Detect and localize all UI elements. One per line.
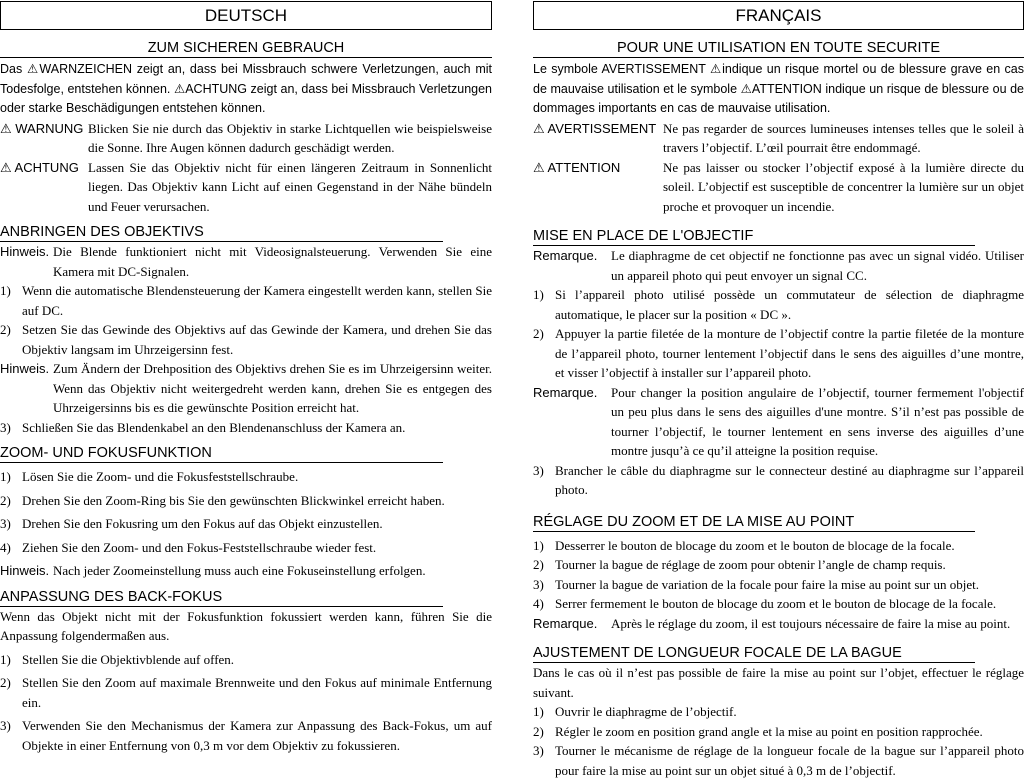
step-text: Régler le zoom en position grand angle et la mise au point en position rapprochée. — [555, 723, 983, 739]
warning-row-de — [0, 119, 492, 158]
list-item — [0, 491, 492, 511]
list-item — [533, 702, 1024, 722]
safety-intro-de: Das ⚠WARNZEICHEN zeigt an, dass bei Missbrauch schwere Verletzungen, auch mit Todesfolge, entstehen können. ⚠ACHTUNG zeigt an, dass bei Missbrauch Verletzungen oder starke Beschädigungen entstehen können. — [0, 62, 492, 115]
list-item — [0, 538, 492, 558]
step-text: Verwenden Sie den Mechanismus der Kamera zur Anpassung des Back-Fokus, um auf Objekte in einer Entfernung von 0,3 m vor dem Objektiv zu fokussieren. — [22, 718, 492, 753]
warning-text-fr: Ne pas regarder de sources lumineuses intenses telles que le soleil à travers l’objectif. L’œil pourrait être endommagé. — [663, 120, 1024, 155]
section-title-zoom-de: ZOOM- UND FOKUSFUNKTION — [0, 445, 443, 463]
note-row-de — [0, 242, 492, 281]
note-text-fr: Après le réglage du zoom, il est toujours nécessaire de faire la mise au point. — [611, 615, 1011, 631]
note-row-de — [0, 561, 492, 581]
caution-row-de — [0, 158, 492, 217]
step-text: Serrer fermement le bouton de blocage du zoom et le bouton de blocage de la focale. — [555, 596, 997, 611]
step-text: Ziehen Sie den Zoom- und den Fokus-Feststellschraube wieder fest. — [22, 539, 377, 555]
section-title-zoom-fr: RÉGLAGE DU ZOOM ET DE LA MISE AU POINT — [533, 514, 975, 532]
note-label-de: Hinweis. — [0, 563, 50, 578]
step-number: 2) — [533, 723, 544, 739]
list-item — [533, 536, 1024, 556]
step-number: 1) — [533, 704, 544, 719]
step-number: 2) — [0, 675, 11, 690]
list-item — [533, 594, 1024, 614]
list-item — [0, 514, 492, 534]
note-row-fr — [533, 383, 1024, 461]
step-number: 4) — [0, 539, 11, 555]
backfocus-intro-fr: Dans le cas où il n’est pas possible de faire la mise au point sur l’objet, effectuer le réglage suivant. — [533, 665, 1024, 700]
note-text-fr: Pour changer la position angulaire de l’objectif, tourner fermement l'objectif un peu plus dans le sens des aiguilles d'une montre. S’il n’est pas possible de tourner l’objectif, le tourner lentement en sens inverse des aiguilles d’une montre jusqu’à ce qu’il atteigne la position requise. — [611, 384, 1024, 458]
step-text: Setzen Sie das Gewinde des Objektivs auf das Gewinde der Kamera, und drehen Sie das Objektiv langsam im Uhrzeigersinn fest. — [22, 322, 492, 357]
warning-label-fr: ⚠ AVERTISSEMENT — [533, 120, 657, 136]
list-item — [533, 741, 1024, 780]
step-text: Appuyer la partie filetée de la monture de l’objectif contre la partie filetée de la monture de l’appareil photo, tourner lentement l’objectif dans le sens des aiguilles d’une montre, et visser l’objectif à installer sur l’appareil photo. — [555, 326, 1024, 380]
step-text: Stellen Sie die Objektivblende auf offen. — [22, 651, 235, 667]
step-number: 2) — [0, 322, 11, 337]
list-item — [0, 650, 492, 670]
step-text: Schließen Sie das Blendenkabel an den Blendenanschluss der Kamera an. — [22, 419, 406, 435]
step-text: Tourner la bague de réglage de zoom pour obtenir l’angle de champ requis. — [555, 557, 946, 572]
warning-row-fr — [533, 119, 1024, 158]
step-number: 2) — [533, 557, 544, 572]
step-text: Lösen Sie die Zoom- und die Fokusfeststellschraube. — [22, 469, 299, 484]
section-title-mount-fr: MISE EN PLACE DE L'OBJECTIF — [533, 228, 975, 246]
caution-label-fr: ⚠ ATTENTION — [533, 159, 621, 175]
step-number: 2) — [533, 326, 544, 341]
step-text: Tourner le mécanisme de réglage de la longueur focale de la bague sur l’appareil photo pour faire la mise au point sur un objet situé à 0,3 m de l’objectif. — [555, 743, 1024, 778]
note-label-fr: Remarque. — [533, 248, 598, 263]
section-title-backfocus-de: ANPASSUNG DES BACK-FOKUS — [0, 589, 443, 607]
list-item — [0, 716, 492, 755]
safety-intro-fr: Le symbole AVERTISSEMENT ⚠indique un risque mortel ou de blessure grave en cas de mauvaise utilisation et le symbole ⚠ATTENTION indique un risque de blessure ou de dommages importants en cas de mauvaise utilisation. — [533, 62, 1024, 115]
note-text-de: Die Blende funktioniert nicht mit Videosignalsteuerung. Verwenden Sie eine Kamera mit DC-Signalen. — [53, 244, 492, 279]
list-item — [533, 722, 1024, 742]
section-title-safety-de: ZUM SICHEREN GEBRAUCH — [0, 40, 492, 58]
step-text: Ouvrir le diaphragme de l’objectif. — [555, 704, 737, 719]
language-header-de: DEUTSCH — [0, 1, 492, 30]
caution-label-de: ⚠ ACHTUNG — [0, 159, 79, 175]
list-item — [0, 673, 492, 712]
step-number: 1) — [533, 537, 544, 553]
note-label-fr: Remarque. — [533, 615, 598, 631]
step-number: 1) — [0, 469, 11, 484]
step-number: 4) — [533, 596, 544, 611]
list-item — [533, 555, 1024, 575]
caution-row-fr — [533, 158, 1024, 217]
step-number: 3) — [0, 419, 11, 435]
caution-text-fr: Ne pas laisser ou stocker l’objectif exposé à la lumière directe du soleil. L’objectif est susceptible de concentrer la lumière sur un objet proche et provoquer un incendie. — [663, 159, 1024, 214]
step-text: Brancher le câble du diaphragme sur le connecteur destiné au diaphragme sur l’appareil photo. — [555, 462, 1024, 497]
step-number: 3) — [533, 743, 544, 758]
step-text: Si l’appareil photo utilisé possède un commutateur de sélection de diaphragme automatique, le placer sur la position « DC ». — [555, 287, 1024, 322]
step-number: 2) — [0, 492, 11, 508]
section-title-backfocus-fr: AJUSTEMENT DE LONGUEUR FOCALE DE LA BAGUE — [533, 645, 975, 663]
section-title-safety-fr: POUR UNE UTILISATION EN TOUTE SECURITE — [533, 40, 1024, 58]
list-item — [0, 320, 492, 359]
note-row-fr — [533, 246, 1024, 285]
step-number: 3) — [533, 462, 544, 478]
note-label-de: Hinweis. — [0, 244, 50, 259]
list-item — [0, 467, 492, 487]
list-item — [533, 575, 1024, 595]
list-item — [0, 281, 492, 320]
warning-text-de: Blicken Sie nie durch das Objektiv in starke Lichtquellen wie beispielsweise die Sonne. Ihre Augen können dadurch geschädigt werden. — [88, 120, 492, 155]
french-column — [533, 0, 1024, 780]
note-text-de: Nach jeder Zoomeinstellung muss auch eine Fokuseinstellung erfolgen. — [53, 563, 426, 578]
step-number: 1) — [0, 283, 11, 298]
language-header-fr: FRANÇAIS — [533, 1, 1024, 30]
list-item — [0, 418, 492, 438]
note-label-fr: Remarque. — [533, 384, 598, 400]
step-number: 1) — [533, 287, 544, 302]
step-number: 3) — [0, 516, 11, 531]
note-row-de — [0, 359, 492, 418]
warning-label-de: ⚠ WARNUNG — [0, 120, 84, 136]
step-number: 3) — [533, 576, 544, 592]
list-item — [533, 285, 1024, 324]
step-text: Stellen Sie den Zoom auf maximale Brennweite und den Fokus auf minimale Entfernung ein. — [22, 675, 492, 710]
list-item — [533, 324, 1024, 383]
backfocus-intro-de: Wenn das Objekt nicht mit der Fokusfunktion fokussiert werden kann, führen Sie die Anpassung folgendermaßen aus. — [0, 608, 492, 643]
step-text: Drehen Sie den Fokusring um den Fokus auf das Objekt einzustellen. — [22, 516, 383, 531]
note-label-de: Hinweis. — [0, 361, 50, 376]
step-text: Wenn die automatische Blendensteuerung der Kamera eingestellt werden kann, stellen Sie auf DC. — [22, 283, 492, 318]
step-text: Drehen Sie den Zoom-Ring bis Sie den gewünschten Blickwinkel erreicht haben. — [22, 492, 445, 508]
note-text-de: Zum Ändern der Drehposition des Objektivs drehen Sie es im Uhrzeigersinn weiter. Wenn das Objektiv nicht weitergedreht werden kann, drehen Sie es entgegen des Uhrzeigersinns bis es die gewünschte Position erreicht hat. — [53, 361, 492, 415]
german-column — [0, 0, 492, 755]
list-item — [533, 461, 1024, 500]
note-text-fr: Le diaphragme de cet objectif ne fonctionne pas avec un signal vidéo. Utiliser un appareil photo qui peut envoyer un signal CC. — [611, 248, 1024, 283]
step-text: Tourner la bague de variation de la focale pour faire la mise au point sur un objet. — [555, 576, 979, 592]
section-title-mount-de: ANBRINGEN DES OBJEKTIVS — [0, 224, 443, 242]
step-number: 1) — [0, 651, 11, 667]
step-number: 3) — [0, 718, 11, 733]
caution-text-de: Lassen Sie das Objektiv nicht für einen längeren Zeitraum in Sonnenlicht liegen. Das Objektiv kann Licht auf einen Gegenstand in der Nähe bündeln und Feuer verursachen. — [88, 159, 492, 214]
step-text: Desserrer le bouton de blocage du zoom et le bouton de blocage de la focale. — [555, 537, 955, 553]
note-row-fr — [533, 614, 1024, 634]
